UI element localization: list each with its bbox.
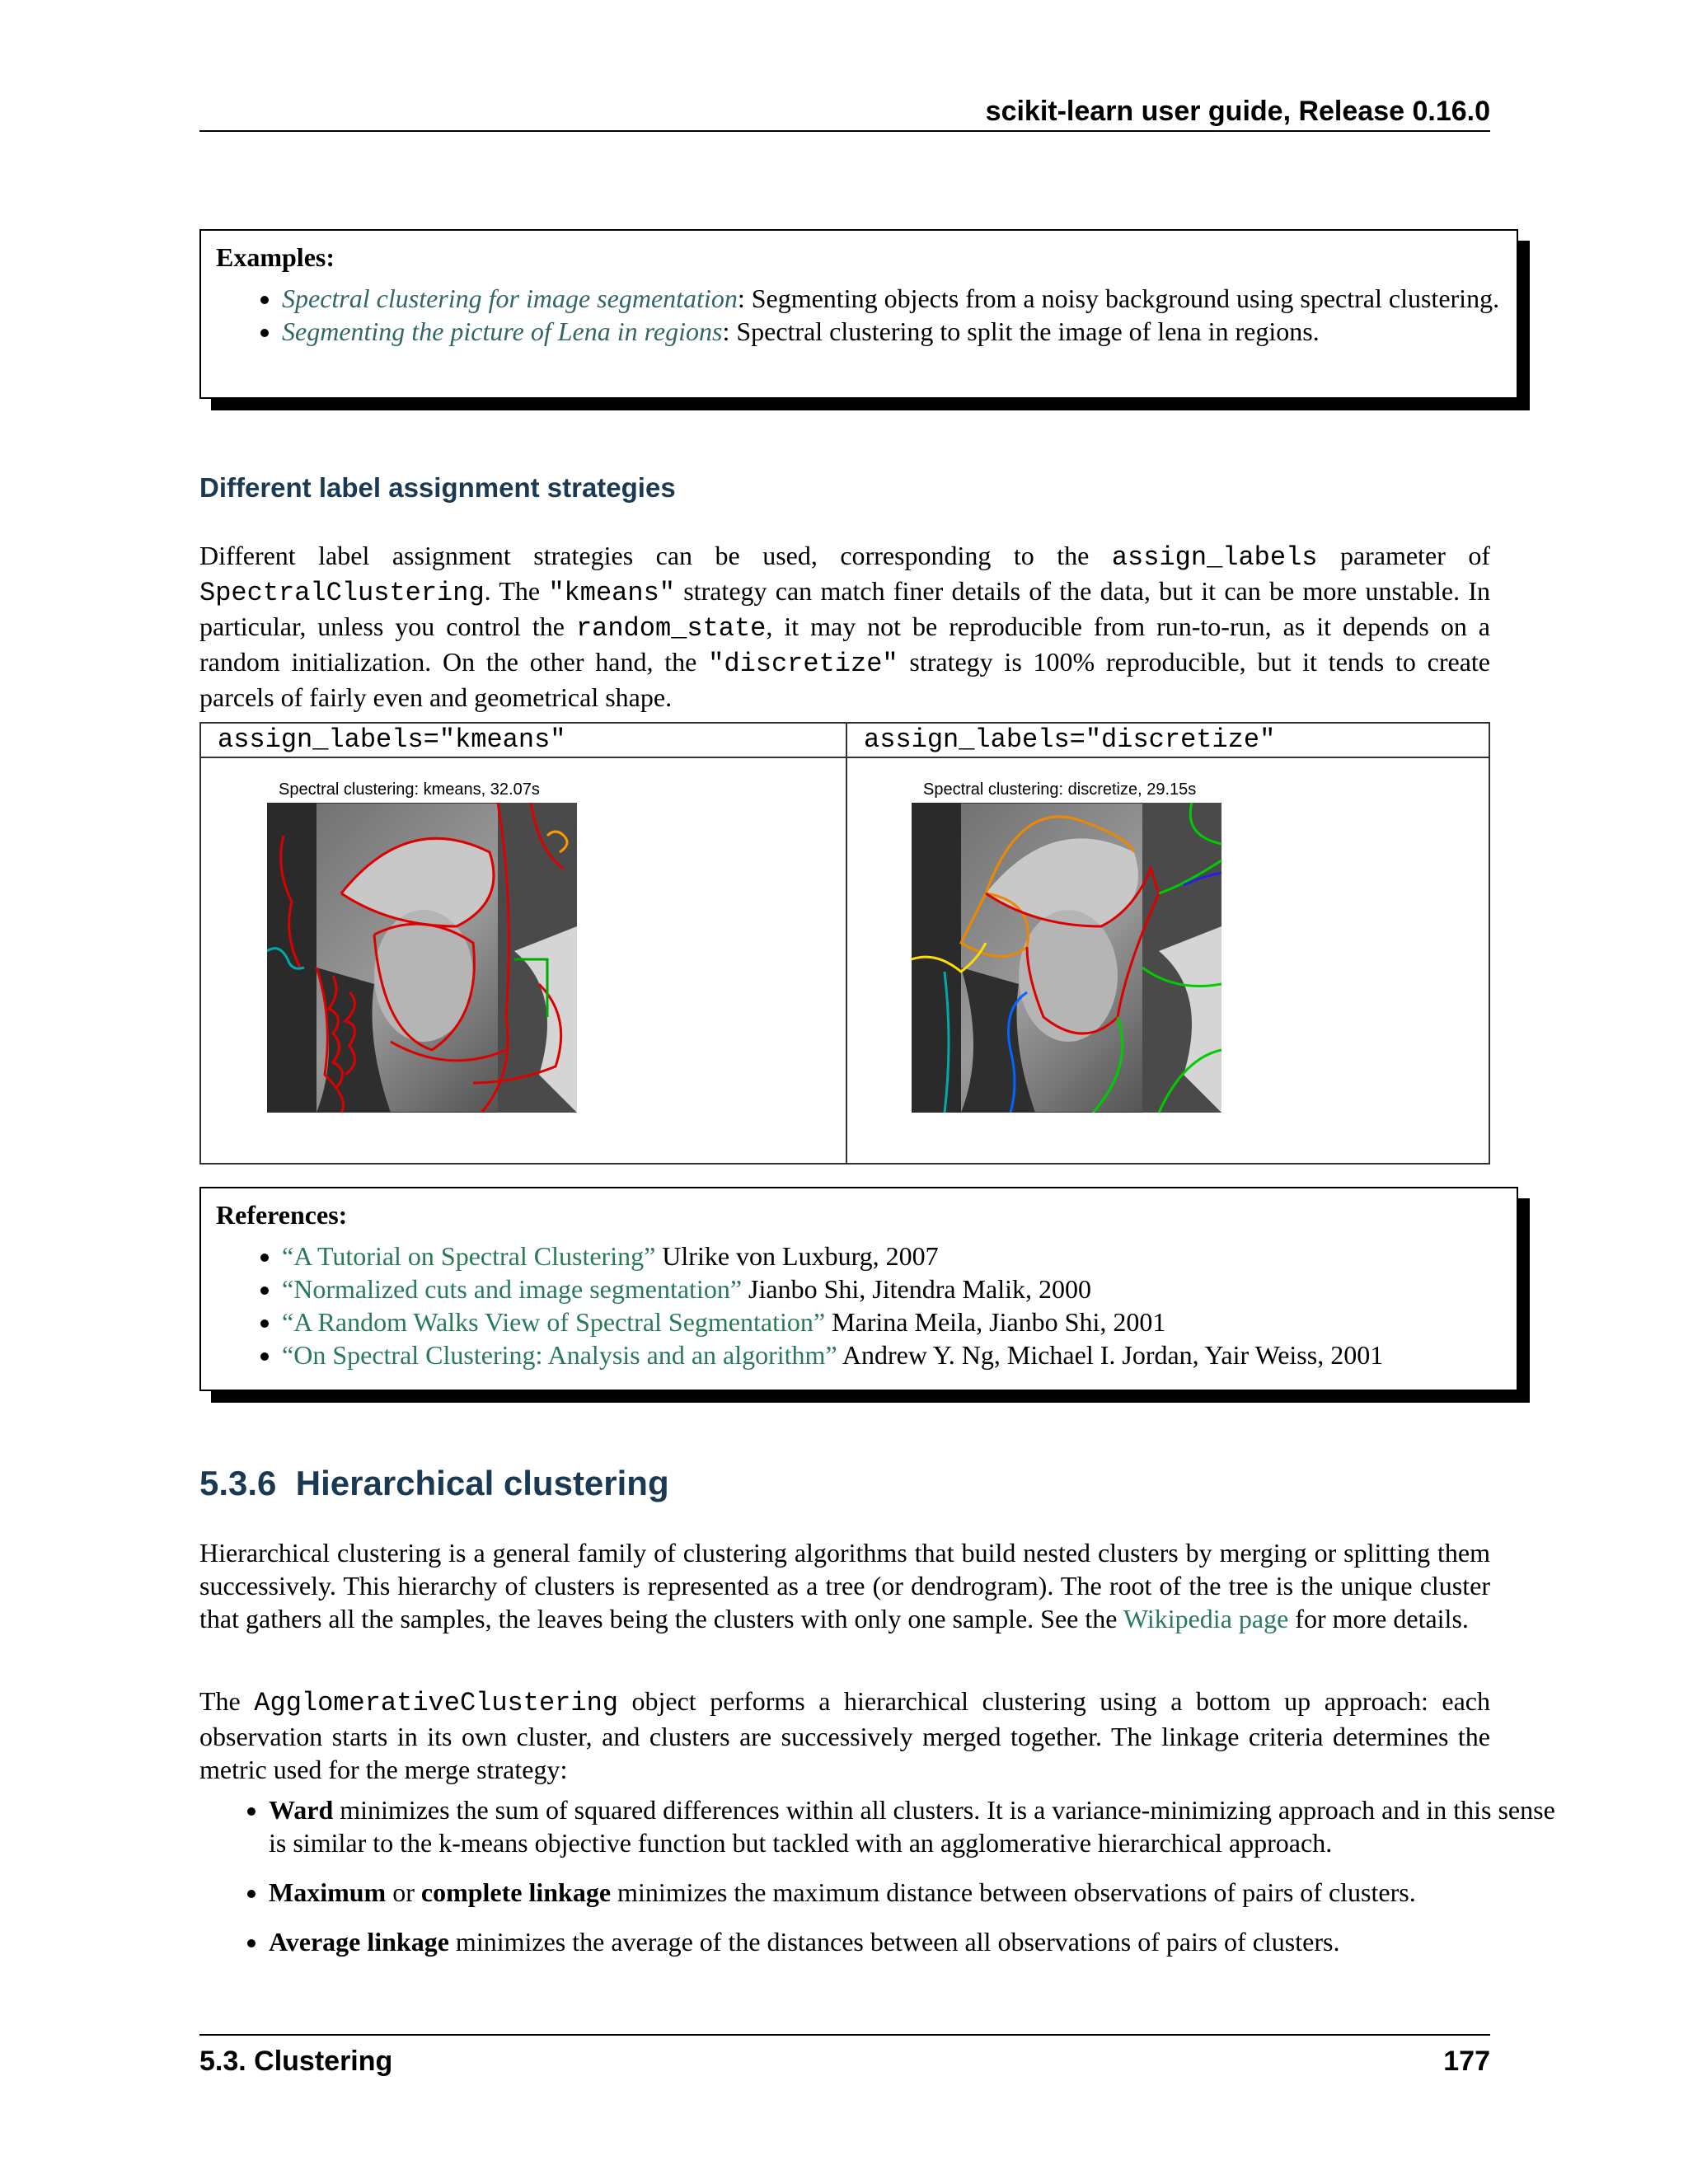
text: for more details. bbox=[1288, 1604, 1469, 1633]
linkage-list bbox=[199, 1793, 1559, 1975]
section-title: Hierarchical clustering bbox=[295, 1464, 669, 1502]
term: complete linkage bbox=[420, 1877, 612, 1907]
reference-item bbox=[282, 1305, 1502, 1338]
figure-table bbox=[199, 722, 1490, 1165]
examples-box bbox=[199, 229, 1518, 399]
term: Average linkage bbox=[269, 1927, 449, 1957]
reference-authors: Ulrike von Luxburg, 2007 bbox=[655, 1241, 939, 1271]
running-header: scikit-learn user guide, Release 0.16.0 bbox=[199, 92, 1490, 132]
code-spectralclustering[interactable]: SpectralClustering bbox=[199, 578, 485, 608]
subsection-heading: Different label assignment strategies bbox=[199, 472, 676, 503]
footer-rule bbox=[199, 2034, 1490, 2036]
examples-list bbox=[216, 282, 1502, 348]
col-header-kmeans: assign_labels="kmeans" bbox=[218, 724, 566, 755]
code-agglomerative[interactable]: AgglomerativeClustering bbox=[254, 1688, 618, 1718]
definition: minimizes the sum of squared differences within all clusters. It is a variance-minimizing approach and in this sense is similar to the k-means objective function but tackled with an agglomerative hierarchical approach. bbox=[269, 1795, 1555, 1858]
table-divider bbox=[201, 757, 1489, 758]
plot-title-kmeans: Spectral clustering: kmeans, 32.07s bbox=[279, 780, 540, 799]
section-number: 5.3.6 bbox=[199, 1464, 277, 1502]
code-assign-labels: assign_labels bbox=[1111, 542, 1318, 573]
example-link-lena[interactable]: Segmenting the picture of Lena in regions bbox=[282, 316, 723, 346]
linkage-item-average bbox=[269, 1925, 1559, 1958]
section-heading bbox=[199, 1462, 669, 1505]
text: strategy is 100% reproducible, but it tends to create parcels of fairly even and geometrical shape. bbox=[199, 647, 1491, 712]
lena-kmeans-image bbox=[267, 803, 577, 1113]
text: The bbox=[199, 1686, 255, 1716]
footer-section: 5.3. Clustering bbox=[199, 2046, 393, 2077]
reference-item bbox=[282, 1338, 1502, 1371]
text: , it may not be reproducible from run-to-run, as it depends on a random initialization. On the other hand, the bbox=[199, 612, 1491, 677]
example-item bbox=[282, 315, 1502, 348]
definition: minimizes the maximum distance between observations of pairs of clusters. bbox=[611, 1877, 1416, 1907]
plot-title-discretize: Spectral clustering: discretize, 29.15s bbox=[923, 780, 1197, 799]
reference-authors: Andrew Y. Ng, Michael I. Jordan, Yair Weiss, 2001 bbox=[837, 1340, 1384, 1370]
text: Hierarchical clustering is a general family of clustering algorithms that build nested clusters by merging or splitting them successively. This hierarchy of clusters is represented as a tree (or dendrogram). The root of the tree is the unique cluster that gathers all the samples, the leaves being the clusters with only one sample. See the bbox=[199, 1538, 1490, 1633]
linkage-item-ward bbox=[269, 1793, 1559, 1859]
text: parameter of bbox=[1317, 541, 1491, 570]
reference-link[interactable]: “A Tutorial on Spectral Clustering” bbox=[282, 1241, 656, 1271]
reference-link[interactable]: “On Spectral Clustering: Analysis and an algorithm” bbox=[282, 1340, 837, 1370]
term: Maximum bbox=[269, 1877, 387, 1907]
reference-authors: Jianbo Shi, Jitendra Malik, 2000 bbox=[742, 1274, 1091, 1304]
linkage-item-complete bbox=[269, 1876, 1559, 1909]
text: or bbox=[386, 1877, 421, 1907]
page-number: 177 bbox=[1443, 2046, 1490, 2077]
example-desc: : Spectral clustering to split the image of lena in regions. bbox=[722, 316, 1320, 346]
code-discretize: "discretize" bbox=[708, 649, 898, 679]
text: strategy can match finer details of the data, but it can be more unstable. In particular, unless you control the bbox=[199, 576, 1491, 641]
reference-authors: Marina Meila, Jianbo Shi, 2001 bbox=[825, 1307, 1166, 1337]
strategies-paragraph bbox=[199, 539, 1490, 714]
example-item bbox=[282, 282, 1502, 315]
code-kmeans: "kmeans" bbox=[548, 578, 675, 608]
text: . The bbox=[484, 576, 549, 606]
examples-title: Examples: bbox=[216, 242, 335, 272]
references-title: References: bbox=[216, 1200, 348, 1230]
lena-discretize-image bbox=[912, 803, 1221, 1113]
definition: minimizes the average of the distances between all observations of pairs of clusters. bbox=[448, 1927, 1340, 1957]
term: Ward bbox=[269, 1795, 334, 1825]
example-desc: : Segmenting objects from a noisy background using spectral clustering. bbox=[737, 284, 1500, 313]
reference-link[interactable]: “Normalized cuts and image segmentation” bbox=[282, 1274, 743, 1304]
references-box bbox=[199, 1187, 1518, 1391]
code-random-state: random_state bbox=[575, 613, 767, 644]
text: Different label assignment strategies can be used, corresponding to the bbox=[199, 541, 1112, 570]
reference-item bbox=[282, 1272, 1502, 1305]
reference-link[interactable]: “A Random Walks View of Spectral Segmentation” bbox=[282, 1307, 826, 1337]
table-divider bbox=[846, 724, 847, 1163]
hierarchical-paragraph-2 bbox=[199, 1685, 1490, 1786]
col-header-discretize: assign_labels="discretize" bbox=[864, 724, 1276, 755]
references-list bbox=[216, 1240, 1502, 1371]
reference-item bbox=[282, 1240, 1502, 1272]
hierarchical-paragraph-1 bbox=[199, 1536, 1490, 1635]
wikipedia-link[interactable]: Wikipedia page bbox=[1123, 1604, 1289, 1633]
example-link-spectral[interactable]: Spectral clustering for image segmentation bbox=[282, 284, 738, 313]
text: object performs a hierarchical clustering using a bottom up approach: each observation starts in its own cluster, and clusters are successively merged together. The linkage criteria determines the metric used for the merge strategy: bbox=[199, 1686, 1491, 1784]
